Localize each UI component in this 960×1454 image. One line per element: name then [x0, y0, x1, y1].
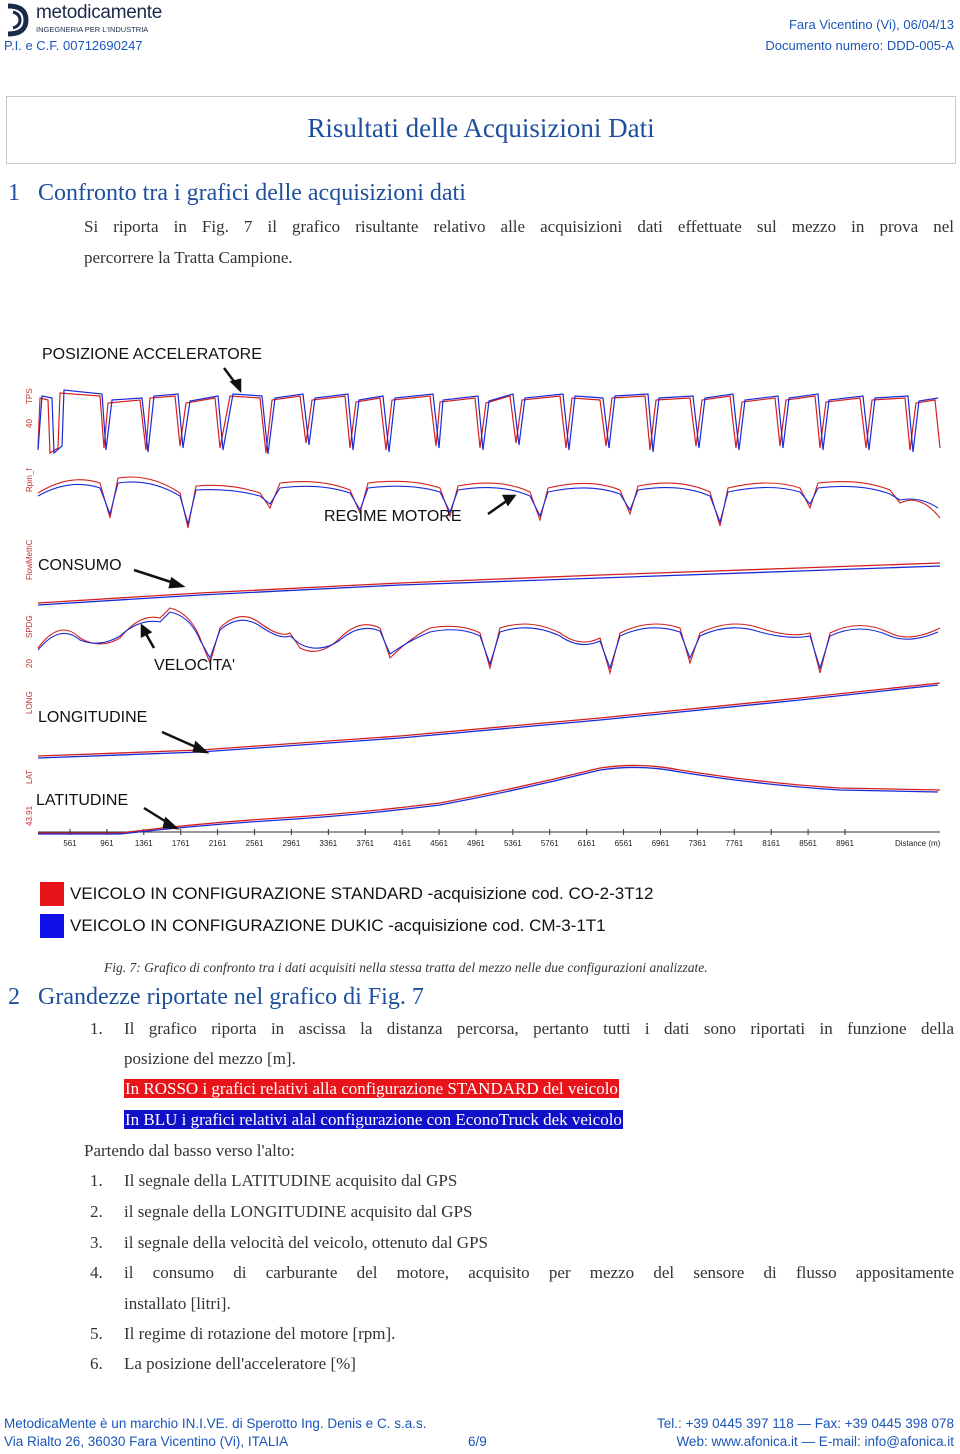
x-tick-label: 3361 — [319, 839, 338, 848]
footer-left-1: MetodicaMente è un marchio IN.I.VE. di Sperotto Ing. Denis e C. s.a.s. — [4, 1416, 427, 1431]
x-tick-label: 1361 — [134, 839, 153, 848]
channel-tps: TPS — [25, 388, 34, 404]
list-number: 6. — [90, 1354, 103, 1373]
x-tick-label: 2961 — [282, 839, 301, 848]
velocita-arrow — [146, 634, 154, 648]
item1-text: Il grafico riporta in ascissa la distanza percorsa, pertanto tutti i dati sono riportati in funzione della — [124, 1019, 954, 1038]
document-number: Documento numero: DDD-005-A — [765, 38, 954, 53]
channel-40: 40 — [25, 419, 34, 428]
place-date: Fara Vicentino (Vi), 06/04/13 — [788, 17, 954, 32]
logo-name: metodicamente — [36, 2, 163, 23]
x-tick-label: 5761 — [540, 839, 559, 848]
blue-highlight-text: In BLU i grafici relativi alal configurazione con EconoTruck dek veicolo — [125, 1110, 622, 1129]
legend-swatch-blue — [40, 914, 64, 938]
list-text: il consumo di carburante del motore, acquisito per mezzo del sensore di flusso appositamente — [124, 1263, 954, 1282]
annotation-arrows — [134, 368, 514, 828]
x-tick-label: 6961 — [651, 839, 670, 848]
page-title: Risultati delle Acquisizioni Dati — [307, 113, 655, 143]
section1-heading: 1 Confronto tra i grafici delle acquisizioni dati — [8, 180, 466, 206]
logo-tagline: INGEGNERIA PER L'INDUSTRIA — [36, 25, 149, 34]
x-tick-label: 5361 — [503, 839, 522, 848]
longitudine-red-line — [38, 683, 940, 756]
x-tick-label: 561 — [63, 839, 77, 848]
longitudine-blue-line — [38, 685, 938, 758]
x-tick-label: 8161 — [762, 839, 781, 848]
channel-long: LONG — [25, 691, 34, 714]
list-number: 4. — [90, 1263, 103, 1282]
x-tick-label: 4961 — [467, 839, 485, 848]
channel-spdg: SPDG — [25, 615, 34, 638]
list-text: La posizione dell'acceleratore [%] — [124, 1354, 356, 1373]
list-item — [90, 1258, 956, 1288]
list-text: installato [litri]. — [124, 1294, 231, 1313]
list-item — [90, 1166, 457, 1196]
x-tick-label: 3761 — [356, 839, 375, 848]
x-tick-label: 6161 — [577, 839, 596, 848]
legend-swatch-red — [40, 882, 64, 906]
channel-20: 20 — [25, 659, 34, 668]
channel-lat: LAT — [25, 769, 34, 784]
section1-para-line2: percorrere la Tratta Campione. — [84, 248, 293, 267]
rpm-red-line — [38, 477, 940, 528]
label-accel: POSIZIONE ACCELERATORE — [42, 346, 262, 363]
x-tick-label: 7361 — [688, 839, 707, 848]
footer-right-1: Tel.: +39 0445 397 118 — Fax: +39 0445 398 078 — [657, 1416, 954, 1431]
chart — [0, 278, 960, 858]
list-item — [90, 1319, 395, 1349]
legend-label-dukic: VEICOLO IN CONFIGURAZIONE DUKIC -acquisizione cod. CM-3-1T1 — [70, 916, 606, 935]
label-velocita: VELOCITA' — [154, 657, 235, 674]
list-number: 1. — [90, 1171, 103, 1190]
page-number: 6/9 — [468, 1434, 487, 1449]
blue-highlight-line — [124, 1105, 623, 1135]
item1-number: 1. — [90, 1019, 103, 1038]
section2-item1-line2: posizione del mezzo [m]. — [124, 1049, 296, 1068]
section2-heading: 2 Grandezze riportate nel grafico di Fig. 7 — [8, 984, 424, 1010]
x-tick-label: 8561 — [799, 839, 817, 848]
figure-caption: Fig. 7: Grafico di confronto tra i dati acquisiti nella stessa tratta del mezzo nelle due configurazioni analizzate. — [104, 960, 708, 975]
list-number: 2. — [90, 1202, 103, 1221]
latitudine-red-line — [38, 765, 940, 833]
list-item — [90, 1349, 356, 1379]
section2-item1-line1 — [90, 1014, 956, 1044]
footer-left-2: Via Rialto 26, 36030 Fara Vicentino (Vi), ITALIA — [4, 1434, 289, 1449]
list-text: Il regime di rotazione del motore [rpm]. — [124, 1324, 396, 1343]
rpm-arrow — [488, 500, 508, 514]
x-axis-label: Distance (m) — [895, 839, 941, 848]
list-item — [90, 1197, 472, 1227]
consumo-arrow — [134, 570, 174, 583]
longitudine-arrow — [162, 732, 198, 748]
header — [0, 0, 960, 60]
list-number: 5. — [90, 1324, 103, 1343]
list-item — [90, 1228, 488, 1258]
title-box — [6, 96, 956, 164]
x-tick-label: 4161 — [393, 839, 412, 848]
channel-flow: FlowMethC — [25, 539, 34, 580]
figure — [0, 278, 960, 978]
x-tick-label: 7761 — [725, 839, 744, 848]
footer-right-2: Web: www.afonica.it — E-mail: info@afonica.it — [676, 1434, 954, 1449]
section1-para-line1: Si riporta in Fig. 7 il grafico risultante relativo alle acquisizioni dati effettuate sul mezzo in prova nel — [84, 217, 954, 236]
list-text: Il segnale della LATITUDINE acquisito dal GPS — [124, 1171, 458, 1190]
red-highlight-line — [124, 1074, 619, 1104]
label-rpm: REGIME MOTORE — [324, 508, 462, 525]
list-number: 3. — [90, 1233, 103, 1252]
x-tick-label: 2561 — [245, 839, 264, 848]
list-item — [90, 1289, 231, 1319]
x-tick-label: 6561 — [614, 839, 633, 848]
x-tick-label: 2161 — [208, 839, 227, 848]
vat-number: P.I. e C.F. 00712690247 — [4, 38, 143, 53]
x-tick-label: 8961 — [836, 839, 854, 848]
legend-label-standard: VEICOLO IN CONFIGURAZIONE STANDARD -acquisizione cod. CO-2-3T12 — [70, 884, 654, 903]
red-highlight-text: In ROSSO i grafici relativi alla configurazione STANDARD del veicolo — [125, 1079, 618, 1098]
channel-43-91: 43.91 — [25, 805, 34, 826]
list-intro: Partendo dal basso verso l'alto: — [84, 1141, 295, 1160]
label-longitudine: LONGITUDINE — [38, 709, 148, 726]
list-text: il segnale della velocità del veicolo, ottenuto dal GPS — [124, 1233, 488, 1252]
x-tick-label: 1761 — [171, 839, 190, 848]
label-latitudine: LATITUDINE — [36, 792, 129, 809]
tps-blue-line — [38, 390, 938, 454]
channel-rpm: Rpm_f — [25, 468, 34, 492]
x-tick-label: 4561 — [430, 839, 448, 848]
list-text: il segnale della LONGITUDINE acquisito dal GPS — [124, 1202, 473, 1221]
label-consumo: CONSUMO — [38, 557, 122, 574]
logo-icon — [4, 2, 32, 38]
x-tick-label: 961 — [100, 839, 114, 848]
